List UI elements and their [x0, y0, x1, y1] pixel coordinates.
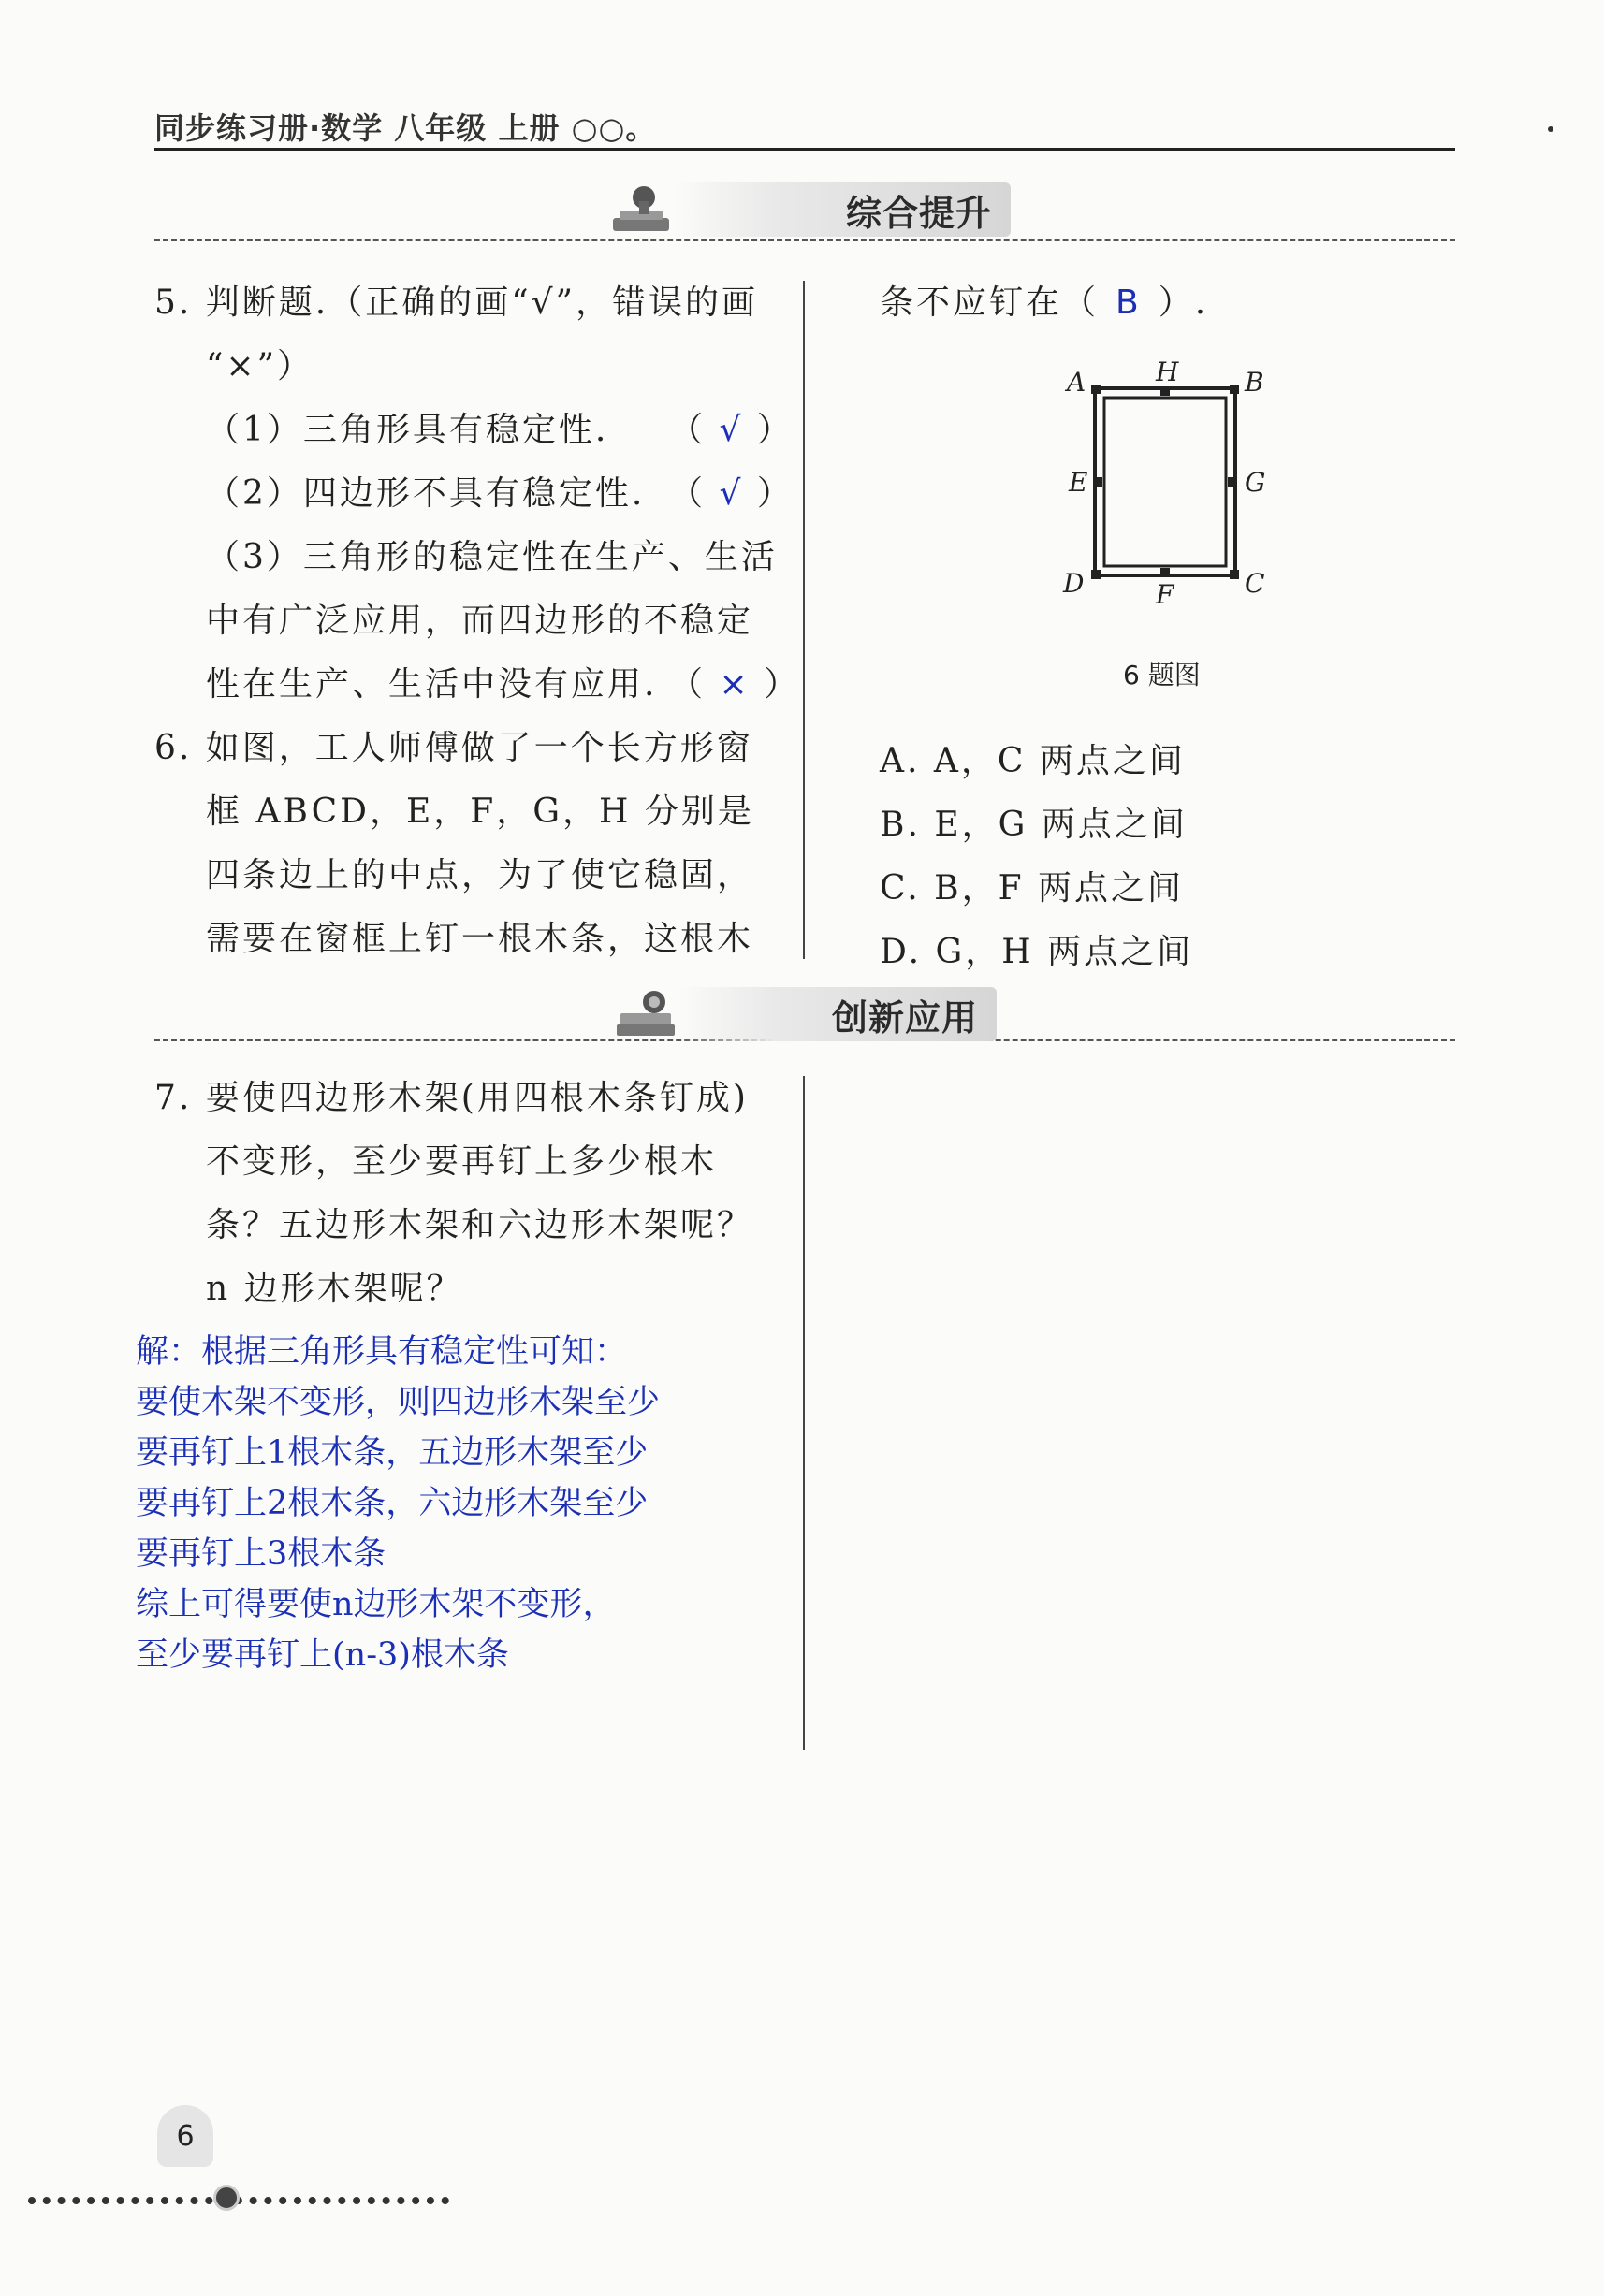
q7-solution-line7: 至少要再钉上(n-3)根木条 [136, 1636, 509, 1674]
q5-line2: “×”） [206, 347, 314, 385]
books-icon [613, 987, 678, 1041]
section-divider-1 [154, 239, 1455, 241]
q5-item2-answer: √ [719, 474, 744, 513]
midpoint-f-mark [1160, 568, 1170, 577]
q6-line5-end: ）. [1158, 283, 1209, 322]
window-frame-outer [1095, 388, 1235, 575]
q5-item3-answer: × [719, 665, 751, 704]
header-rule [154, 148, 1455, 151]
label-c: C [1245, 568, 1265, 599]
q7-line3: 条？五边形木架和六边形木架呢？ [206, 1206, 754, 1244]
q7-line2: 不变形，至少要再钉上多少根木 [206, 1142, 718, 1181]
q7-solution-line2: 要使木架不变形，则四边形木架至少 [136, 1384, 661, 1421]
label-f: F [1156, 579, 1174, 603]
midpoint-e-mark [1093, 477, 1102, 487]
page-header-title: 同步练习册·数学 八年级 上册 ○○。 [154, 110, 657, 146]
section-banner-1 [608, 182, 1011, 237]
q6-figure-caption: 6 题图 [1123, 660, 1201, 690]
q5-item3-line1: （3）三角形的稳定性在生产、生活 [206, 538, 778, 576]
label-g: G [1245, 467, 1266, 498]
q7-solution-line1: 解：根据三角形具有稳定性可知： [136, 1333, 628, 1371]
q7-solution-line4: 要再钉上2根木条，六边形木架至少 [136, 1485, 649, 1522]
q5-item1: （1）三角形具有稳定性. [206, 411, 609, 449]
label-a: A [1067, 367, 1086, 398]
corner-a-mark [1091, 385, 1101, 394]
q6-line2: 框 ABCD，E，F，G，H 分别是 [206, 792, 754, 831]
q7-solution-line6: 综上可得要使n边形木架不变形， [136, 1586, 616, 1623]
midpoint-h-mark [1160, 386, 1170, 396]
q6-line1: 6. 如图，工人师傅做了一个长方形窗 [154, 729, 753, 767]
q5-item1-answer: √ [719, 411, 744, 449]
label-d: D [1063, 568, 1085, 599]
corner-c-mark [1230, 570, 1239, 579]
q7-line1: 7. 要使四边形木架(用四根木条钉成) [154, 1079, 749, 1117]
column-divider-2 [803, 1076, 805, 1750]
q6-option-b: B. E，G 两点之间 [880, 806, 1188, 844]
q6-option-d: D. G，H 两点之间 [880, 933, 1194, 971]
decorative-dot [1548, 126, 1553, 132]
q7-solution-line5: 要再钉上3根木条 [136, 1535, 386, 1573]
q5-item3-line2: 中有广泛应用，而四边形的不稳定 [206, 602, 754, 640]
q5-item2: （2）四边形不具有稳定性. [206, 474, 646, 513]
q7-line4: n 边形木架呢？ [206, 1270, 463, 1308]
q6-option-a: A. A，C 两点之间 [880, 742, 1186, 780]
midpoint-g-mark [1228, 477, 1237, 487]
label-b: B [1245, 367, 1264, 398]
column-divider-1 [803, 281, 805, 959]
section-title-2: 创新应用 [678, 987, 997, 1041]
q6-line3: 四条边上的中点，为了使它稳固， [206, 856, 754, 894]
section-banner-2 [613, 987, 997, 1041]
q5-item3-line3: 性在生产、生活中没有应用. [206, 665, 658, 704]
corner-b-mark [1230, 385, 1239, 394]
q6-line5 [880, 271, 1208, 335]
q6-option-c: C. B，F 两点之间 [880, 869, 1185, 908]
footer-circle-icon [213, 2185, 240, 2211]
q5-line1: 5. 判断题.（正确的画“√”，错误的画 [154, 283, 758, 322]
section-title-1: 综合提升 [674, 182, 1011, 237]
label-h: H [1156, 356, 1179, 387]
page-number: 6 [157, 2105, 213, 2167]
stamp-icon [608, 182, 674, 237]
q6-figure-rectangle [1057, 351, 1273, 603]
q5-item1-bracket: （ √ ） [669, 411, 794, 449]
q5-item2-bracket: （ √ ） [669, 474, 794, 513]
window-frame-inner [1104, 398, 1226, 566]
q7-solution-line3: 要再钉上1根木条，五边形木架至少 [136, 1434, 649, 1472]
q6-line4: 需要在窗框上钉一根木条，这根木 [206, 920, 754, 958]
q6-line5-text: 条不应钉在（ [880, 283, 1100, 322]
q5-item3-bracket: （ × ） [669, 665, 801, 704]
q6-answer: B [1116, 283, 1142, 322]
corner-d-mark [1091, 570, 1101, 579]
label-e: E [1069, 467, 1088, 498]
